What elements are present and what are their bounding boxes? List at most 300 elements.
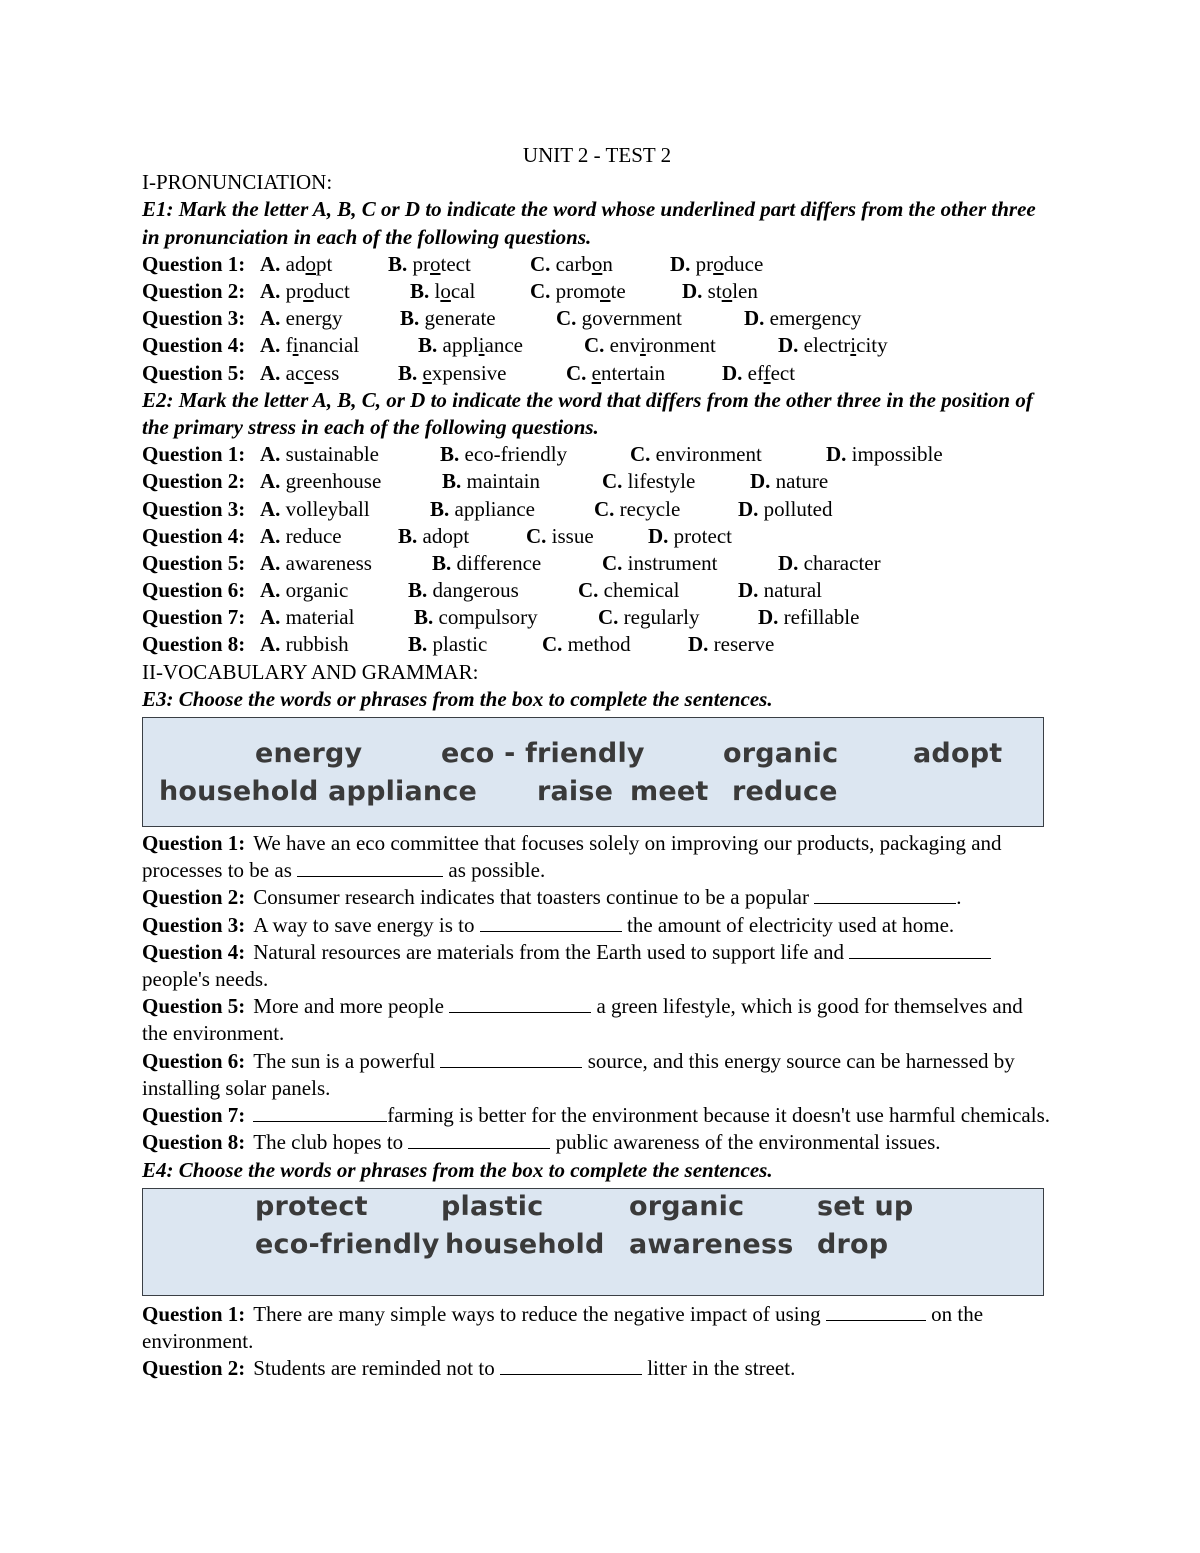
question-label: Question 3: (142, 496, 246, 521)
e3-question-list (142, 830, 1052, 1156)
word-box-item: organic (723, 738, 839, 770)
answer-blank[interactable] (297, 858, 443, 877)
answer-option[interactable] (388, 251, 471, 278)
question-text (253, 885, 961, 909)
option-letter: D. (750, 469, 771, 494)
option-underlined-part: o (305, 251, 316, 276)
option-word-end: ess (313, 360, 340, 385)
option-letter: B. (432, 550, 452, 575)
option-word-start: ad (280, 251, 306, 276)
option-word: protect (668, 523, 732, 548)
option-word: maintain (461, 469, 540, 494)
answer-option[interactable] (260, 577, 348, 604)
e2-question-list (142, 441, 1052, 659)
question-label: Question 3: (142, 306, 246, 331)
question-label: Question 5: (142, 360, 246, 385)
option-letter: A. (260, 442, 281, 467)
word-box-item: drop (817, 1228, 889, 1260)
question-label: Question 4: (142, 523, 246, 548)
question-row (142, 577, 1052, 604)
option-word-end: ronment (645, 333, 716, 358)
answer-blank[interactable] (449, 994, 591, 1013)
e4-instruction: E4: Choose the words or phrases from the box to complete the sentences. (142, 1157, 773, 1182)
answer-option[interactable] (556, 305, 682, 332)
word-box-item: protect (255, 1190, 368, 1222)
option-word: lifestyle (622, 469, 696, 494)
question-label: Question 4: (142, 333, 246, 358)
question-row (142, 912, 1052, 939)
sentence-after-blank: farming is better for the environment because it doesn't use harmful chemicals. (387, 1103, 1050, 1128)
answer-blank[interactable] (440, 1049, 582, 1068)
option-word: character (798, 550, 881, 575)
option-word-start: emer (764, 306, 812, 331)
option-word-start: electr (798, 333, 851, 358)
answer-option[interactable] (670, 251, 763, 278)
answer-option[interactable] (260, 360, 339, 387)
option-letter: C. (598, 605, 619, 630)
option-word-start: ac (280, 360, 305, 385)
option-letter: A. (260, 605, 281, 630)
option-word-end: city (856, 333, 888, 358)
option-letter: B. (400, 306, 420, 331)
e1-instruction: E1: Mark the letter A, B, C or D to indicate the word whose underlined part differs from the other three in pronunciation in each of the following questions. (142, 197, 1036, 249)
word-box-item: meet (630, 776, 709, 808)
answer-option[interactable] (410, 278, 475, 305)
option-letter: D. (722, 360, 743, 385)
option-word: chemical (598, 578, 680, 603)
option-letter: C. (584, 333, 605, 358)
option-letter: C. (602, 550, 623, 575)
answer-option[interactable] (758, 604, 859, 631)
option-letter: A. (260, 333, 281, 358)
sentence-before-blank: The sun is a powerful (253, 1048, 441, 1073)
option-word-end: cal (450, 279, 476, 303)
option-word: nature (770, 469, 829, 494)
option-letter: B. (398, 360, 418, 385)
answer-option[interactable] (260, 468, 381, 495)
answer-option[interactable] (398, 523, 469, 550)
option-word: dangerous (427, 578, 519, 603)
answer-option[interactable] (722, 360, 795, 387)
answer-option[interactable] (530, 278, 626, 305)
option-letter: D. (648, 523, 669, 548)
answer-option[interactable] (408, 631, 487, 658)
answer-blank[interactable] (849, 940, 991, 959)
question-text (142, 831, 1002, 882)
option-letter: D. (688, 632, 709, 657)
question-text (253, 913, 954, 937)
sentence-after-blank: a green lifestyle, which is good for themselves and the environment. (142, 994, 1023, 1046)
question-row (142, 496, 1052, 523)
question-text (142, 940, 991, 991)
option-word: eco-friendly (459, 442, 568, 467)
option-word: sustainable (280, 442, 379, 467)
question-row (142, 468, 1052, 495)
option-letter: B. (398, 523, 418, 548)
answer-blank[interactable] (253, 1103, 387, 1122)
answer-option[interactable] (566, 360, 665, 387)
option-letter: C. (542, 632, 563, 657)
option-underlined-part: o (591, 251, 603, 276)
option-word: plastic (427, 632, 488, 657)
answer-blank[interactable] (826, 1302, 926, 1321)
option-letter: D. (682, 279, 703, 303)
question-row (142, 278, 1052, 305)
option-word-start: appl (437, 333, 479, 358)
sentence-after-blank: on the environment. (142, 1301, 984, 1353)
option-word: difference (451, 550, 542, 575)
option-word: adopt (417, 523, 470, 548)
answer-option[interactable] (260, 496, 370, 523)
option-word-start: l (429, 279, 441, 303)
word-box-item: energy (255, 738, 363, 770)
answer-option[interactable] (578, 577, 679, 604)
option-word: appliance (449, 496, 535, 521)
question-text (142, 994, 1023, 1045)
word-box-item: raise (537, 776, 614, 808)
answer-option[interactable] (418, 332, 523, 359)
sentence-after-blank: the amount of electricity used at home. (621, 912, 955, 937)
question-label: Question 2: (142, 469, 246, 494)
option-word: natural (758, 578, 822, 603)
option-letter: B. (408, 578, 428, 603)
option-underlined-part: e (591, 360, 601, 385)
question-label: Question 4: (142, 939, 246, 964)
answer-option[interactable] (778, 550, 881, 577)
sentence-after-blank: litter in the street. (641, 1356, 796, 1381)
answer-option[interactable] (738, 577, 822, 604)
question-row (142, 830, 1052, 884)
option-word-end: nancial (298, 333, 360, 358)
option-underlined-part: c (304, 360, 314, 385)
sentence-before-blank: Natural resources are materials from the Earth used to support life and (253, 939, 850, 964)
test-page (142, 142, 1052, 1382)
option-letter: B. (418, 333, 438, 358)
option-letter: D. (826, 442, 847, 467)
answer-option[interactable] (602, 468, 695, 495)
answer-option[interactable] (526, 523, 594, 550)
option-letter: A. (260, 360, 281, 385)
answer-option[interactable] (260, 251, 332, 278)
option-letter: C. (566, 360, 587, 385)
question-label: Question 2: (142, 885, 246, 910)
option-underlined-part: f (763, 360, 771, 385)
option-word: reduce (280, 523, 342, 548)
answer-option[interactable] (408, 577, 519, 604)
question-row (142, 631, 1052, 658)
option-letter: A. (260, 306, 281, 331)
answer-option[interactable] (260, 332, 359, 359)
sentence-after-blank: . (956, 885, 962, 910)
option-letter: A. (260, 523, 281, 548)
option-letter: A. (260, 251, 281, 276)
question-label: Question 1: (142, 442, 246, 467)
question-label: Question 8: (142, 1130, 246, 1155)
option-word: rubbish (280, 632, 349, 657)
option-letter: C. (602, 469, 623, 494)
question-row (142, 523, 1052, 550)
answer-option[interactable] (414, 604, 538, 631)
option-word: method (562, 632, 631, 657)
option-underlined-part: g (581, 306, 593, 331)
option-word: reserve (708, 632, 775, 657)
option-letter: B. (440, 442, 460, 467)
question-label: Question 1: (142, 1301, 246, 1326)
option-word: organic (280, 578, 349, 603)
question-row (142, 1129, 1052, 1156)
option-underlined-part: o (303, 279, 314, 303)
answer-option[interactable] (630, 441, 762, 468)
option-underlined-part: o (713, 251, 724, 276)
option-letter: C. (594, 496, 615, 521)
option-word-start: pr (690, 251, 714, 276)
word-box-item: awareness (629, 1228, 794, 1260)
answer-option[interactable] (432, 550, 541, 577)
option-word: volleyball (280, 496, 370, 521)
e3-word-box (142, 717, 1044, 827)
option-word-start: f (280, 333, 293, 358)
question-row (142, 251, 1052, 278)
option-word: refillable (778, 605, 860, 630)
option-letter: D. (744, 306, 765, 331)
question-row (142, 305, 1052, 332)
option-word-end: duct (313, 279, 350, 303)
word-box-item: plastic (441, 1190, 544, 1222)
option-word: recycle (614, 496, 681, 521)
option-letter: C. (530, 279, 551, 303)
answer-option[interactable] (826, 441, 943, 468)
option-word-end: ntertain (601, 360, 666, 385)
question-row (142, 550, 1052, 577)
option-underlined-part: g (321, 306, 332, 331)
option-word-start: st (702, 279, 722, 303)
answer-option[interactable] (398, 360, 507, 387)
option-letter: C. (630, 442, 651, 467)
option-underlined-part: i (850, 333, 857, 358)
option-letter: B. (430, 496, 450, 521)
sentence-after-blank: public awareness of the environmental issues. (550, 1130, 941, 1155)
answer-option[interactable] (442, 468, 540, 495)
option-underlined-part: e (422, 360, 432, 385)
word-box-item: household (445, 1228, 605, 1260)
option-letter: C. (526, 523, 547, 548)
word-box-item: organic (629, 1190, 745, 1222)
question-row (142, 441, 1052, 468)
option-underlined-part: i (292, 333, 299, 358)
question-row (142, 360, 1052, 387)
sentence-before-blank: More and more people (253, 994, 450, 1019)
question-row (142, 1102, 1052, 1129)
sentence-before-blank: We have an eco committee that focuses solely on improving our products, packaging and processes to be as (142, 831, 1002, 883)
option-word: issue (546, 523, 594, 548)
e3-instruction: E3: Choose the words or phrases from the box to complete the sentences. (142, 686, 773, 711)
sentence-before-blank: There are many simple ways to reduce the negative impact of using (253, 1301, 826, 1326)
option-underlined-part: o (440, 279, 451, 303)
question-label: Question 7: (142, 605, 246, 630)
answer-option[interactable] (778, 332, 888, 359)
option-letter: D. (738, 496, 759, 521)
answer-option[interactable] (260, 604, 354, 631)
option-underlined-part: o (721, 279, 733, 303)
answer-option[interactable] (738, 496, 833, 523)
option-word-end: len (732, 279, 758, 303)
answer-option[interactable] (260, 441, 379, 468)
sentence-before-blank: The club hopes to (253, 1130, 409, 1155)
option-letter: C. (578, 578, 599, 603)
option-word: environment (650, 442, 762, 467)
question-row (142, 1048, 1052, 1102)
option-word-start: pr (280, 279, 304, 303)
option-word: impossible (846, 442, 943, 467)
option-underlined-part: i (478, 333, 485, 358)
option-word-end: ance (484, 333, 523, 358)
option-word-end: pt (316, 251, 333, 276)
answer-option[interactable] (584, 332, 716, 359)
answer-option[interactable] (260, 631, 349, 658)
sentence-before-blank: A way to save energy is to (253, 912, 480, 937)
question-text (142, 1302, 983, 1353)
answer-option[interactable] (400, 305, 496, 332)
answer-option[interactable] (682, 278, 758, 305)
answer-blank[interactable] (480, 913, 622, 932)
answer-option[interactable] (260, 278, 350, 305)
option-letter: B. (414, 605, 434, 630)
question-label: Question 6: (142, 1048, 246, 1073)
question-label: Question 6: (142, 578, 246, 603)
answer-blank[interactable] (408, 1130, 550, 1149)
answer-option[interactable] (542, 631, 631, 658)
option-letter: D. (670, 251, 691, 276)
option-word-end: duce (723, 251, 764, 276)
option-word-start: prom (550, 279, 600, 303)
question-row (142, 884, 1052, 911)
sentence-after-blank: source, and this energy source can be harnessed by installing solar panels. (142, 1048, 1015, 1100)
option-word: polluted (758, 496, 833, 521)
option-word-end: ect (770, 360, 796, 385)
answer-option[interactable] (744, 305, 861, 332)
question-row (142, 604, 1052, 631)
option-letter: D. (758, 605, 779, 630)
word-box-item: eco - friendly (441, 738, 645, 770)
answer-option[interactable] (750, 468, 828, 495)
question-row (142, 332, 1052, 359)
option-word-end: n (602, 251, 613, 276)
word-box-item: household appliance (159, 776, 478, 808)
answer-option[interactable] (598, 604, 699, 631)
e4-question-list (142, 1301, 1052, 1383)
option-word-end: enerate (435, 306, 496, 331)
option-letter: B. (408, 632, 428, 657)
section-heading-vocabulary: II-VOCABULARY AND GRAMMAR: (142, 659, 479, 684)
answer-option[interactable] (530, 251, 613, 278)
option-letter: A. (260, 469, 281, 494)
option-word-end: ency (821, 306, 862, 331)
option-letter: C. (556, 306, 577, 331)
answer-option[interactable] (430, 496, 535, 523)
word-box-item: eco-friendly (255, 1228, 440, 1260)
page-title: UNIT 2 - TEST 2 (522, 143, 672, 167)
question-label: Question 3: (142, 912, 246, 937)
option-word-start: carb (550, 251, 592, 276)
question-row (142, 1301, 1052, 1355)
option-word-end: tect (440, 251, 471, 276)
option-underlined-part: i (640, 333, 646, 358)
word-box-item: reduce (732, 776, 838, 808)
option-letter: A. (260, 632, 281, 657)
question-row (142, 1355, 1052, 1382)
sentence-after-blank: as possible. (443, 858, 546, 883)
answer-option[interactable] (594, 496, 680, 523)
option-word-start: pr (407, 251, 431, 276)
answer-option[interactable] (440, 441, 567, 468)
e4-word-box (142, 1188, 1044, 1296)
answer-option[interactable] (260, 305, 342, 332)
sentence-before-blank: Consumer research indicates that toasters continue to be a popular (253, 885, 815, 910)
question-label: Question 1: (142, 831, 246, 856)
option-word: regularly (618, 605, 700, 630)
option-word-start: ener (280, 306, 322, 331)
section-heading-pronunciation: I-PRONUNCIATION: (142, 170, 333, 195)
answer-option[interactable] (260, 550, 372, 577)
answer-option[interactable] (602, 550, 718, 577)
answer-blank[interactable] (814, 885, 956, 904)
question-label: Question 8: (142, 632, 246, 657)
answer-blank[interactable] (500, 1356, 642, 1375)
option-word-end: xpensive (431, 360, 507, 385)
option-letter: D. (778, 333, 799, 358)
option-word: awareness (280, 550, 372, 575)
word-box-item: set up (817, 1190, 914, 1222)
option-word: material (280, 605, 355, 630)
question-row (142, 939, 1052, 993)
option-word: greenhouse (280, 469, 382, 494)
option-word-start: ef (742, 360, 764, 385)
option-word-start: env (604, 333, 640, 358)
option-underlined-part: o (430, 251, 441, 276)
question-label: Question 2: (142, 279, 246, 303)
question-text (253, 1356, 795, 1380)
answer-option[interactable] (648, 523, 732, 550)
option-letter: A. (260, 496, 281, 521)
option-letter: A. (260, 550, 281, 575)
option-letter: B. (442, 469, 462, 494)
question-label: Question 5: (142, 550, 246, 575)
question-text (253, 1130, 940, 1154)
option-letter: A. (260, 578, 281, 603)
question-label: Question 2: (142, 1356, 246, 1381)
answer-option[interactable] (260, 523, 342, 550)
question-label: Question 1: (142, 251, 246, 276)
option-letter: D. (778, 550, 799, 575)
option-word: compulsory (433, 605, 538, 630)
question-text (142, 1049, 1015, 1100)
option-word-end: overnment (592, 306, 682, 331)
answer-option[interactable] (688, 631, 774, 658)
word-box-item: adopt (913, 738, 1003, 770)
question-label: Question 5: (142, 994, 246, 1019)
question-row (142, 993, 1052, 1047)
option-underlined-part: g (811, 306, 822, 331)
option-underlined-part: g (424, 306, 436, 331)
option-letter: B. (410, 279, 430, 303)
option-letter: C. (530, 251, 551, 276)
e2-instruction: E2: Mark the letter A, B, C, or D to indicate the word that differs from the other three in the position of the primary stress in each of the following questions. (142, 387, 1033, 439)
option-word: instrument (622, 550, 718, 575)
option-word-end: y (331, 306, 343, 331)
e1-question-list (142, 251, 1052, 387)
option-underlined-part: o (600, 279, 611, 303)
question-label: Question 7: (142, 1103, 246, 1128)
